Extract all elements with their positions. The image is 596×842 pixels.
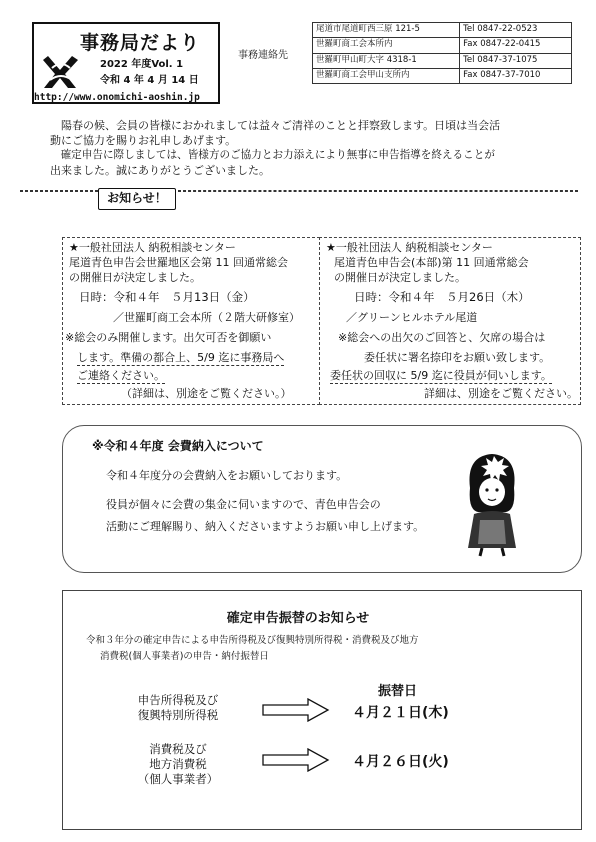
association-logo-icon — [42, 54, 80, 90]
transfer-date: ４月２１日(木) — [352, 705, 449, 721]
transfer-date-header: 振替日 — [378, 684, 418, 699]
greeting-paragraph — [50, 118, 570, 178]
meeting-detail: 詳細は、別途をご覧ください。 — [424, 387, 578, 400]
meeting-decided: の開催日が決定しました。 — [334, 271, 466, 284]
dues-text: 役員が個々に会費の集金に伺いますので、青色申告会の — [106, 498, 381, 511]
contact-row — [313, 68, 572, 83]
contact-address: 尾道市尾道町西三原 121-5 — [313, 23, 460, 38]
issue-date: 令和 4 年 4 月 14 日 — [100, 75, 199, 86]
meeting-decided: の開催日が決定しました。 — [69, 271, 201, 284]
transfer-category — [118, 742, 238, 787]
staff-illustration-icon — [460, 448, 524, 558]
meeting-box-sera — [62, 237, 320, 405]
contact-row — [313, 38, 572, 53]
meeting-org: ★一般社団法人 納税相談センター — [69, 241, 236, 254]
category-line: 復興特別所得税 — [137, 708, 219, 722]
category-line: 地方消費税 — [149, 757, 207, 771]
website-url[interactable]: http://www.onomichi-aoshin.jp — [34, 92, 200, 103]
meeting-note: 委任状の回収に 5/9 迄に役員が伺いします。 — [330, 369, 552, 382]
meeting-note: ご連絡ください。 — [77, 369, 165, 382]
arrow-right-icon — [262, 748, 330, 772]
meeting-name: 尾道青色申告会世羅地区会第 11 回通常総会 — [69, 256, 288, 269]
contact-phone: Tel 0847-37-1075 — [460, 53, 572, 68]
category-line: 消費税及び — [149, 742, 207, 756]
transfer-intro: 消費税(個人事業者)の申告・納付振替日 — [100, 651, 269, 662]
meeting-note: ※総会のみ開催します。出欠可否を御願い — [65, 331, 272, 344]
dues-title: ※令和４年度 会費納入について — [92, 439, 264, 453]
meeting-datetime: 日時：令和４年 ５月26日（木） — [354, 290, 530, 304]
meeting-datetime: 日時：令和４年 ５月13日（金） — [79, 290, 255, 304]
meeting-note: ※総会への出欠のご回答と、欠席の場合は — [338, 331, 546, 344]
meeting-note: します。準備の都合上、5/9 迄に事務局へ — [77, 351, 285, 364]
contact-phone: Fax 0847-37-7010 — [460, 68, 572, 83]
contact-row — [313, 23, 572, 38]
meeting-place: ／世羅町商工会本所（２階大研修室） — [113, 311, 300, 324]
contact-table — [312, 22, 572, 84]
greeting-line: 出来ました。誠にありがとうございました。 — [50, 164, 270, 177]
dues-text: 活動にご理解賜り、納入くださいますようお願い申し上げます。 — [106, 520, 425, 533]
greeting-line: 陽春の候、会員の皆様におかれましては益々ご清祥のことと拝察致します。日頃は当会活 — [61, 119, 501, 132]
meeting-box-onomichi — [319, 237, 581, 405]
newsletter-title: 事務局だより — [80, 32, 201, 54]
transfer-date: ４月２６日(火) — [352, 754, 449, 770]
meeting-note: 委任状に署名捺印をお願い致します。 — [364, 351, 551, 364]
transfer-category — [118, 693, 238, 723]
meeting-name: 尾道青色申告会(本部)第 11 回通常総会 — [334, 256, 529, 269]
contact-phone: Tel 0847-22-0523 — [460, 23, 572, 38]
contact-address: 世羅町商工会本所内 — [313, 38, 460, 53]
contact-label: 事務連絡先 — [238, 50, 288, 61]
transfer-title: 確定申告振替のお知らせ — [226, 611, 370, 626]
contact-phone: Fax 0847-22-0415 — [460, 38, 572, 53]
category-line: （個人事業者） — [137, 772, 219, 786]
contact-address: 世羅町商工会甲山支所内 — [313, 68, 460, 83]
transfer-intro: 令和３年分の確定申告による申告所得税及び復興特別所得税・消費税及び地方 — [86, 635, 419, 646]
meeting-detail: （詳細は、別途をご覧ください。） — [121, 387, 292, 400]
meeting-place: ／グリーンヒルホテル尾道 — [346, 311, 478, 324]
category-line: 申告所得税及び — [137, 693, 219, 707]
issue-number: 2022 年度Vol. 1 — [100, 59, 184, 70]
arrow-right-icon — [262, 698, 330, 722]
dues-text: 令和４年度分の会費納入をお願いしております。 — [106, 469, 348, 482]
notice-heading: お知らせ！ — [98, 188, 176, 210]
meeting-org: ★一般社団法人 納税相談センター — [326, 241, 493, 254]
contact-address: 世羅町甲山町大字 4318-1 — [313, 53, 460, 68]
greeting-line: 確定申告に際しましては、皆様方のご協力とお力添えにより無事に申告指導を終えることが — [60, 149, 495, 161]
contact-row — [313, 53, 572, 68]
greeting-line: 動にご協力を賜りお礼申しあげます。 — [50, 134, 237, 147]
